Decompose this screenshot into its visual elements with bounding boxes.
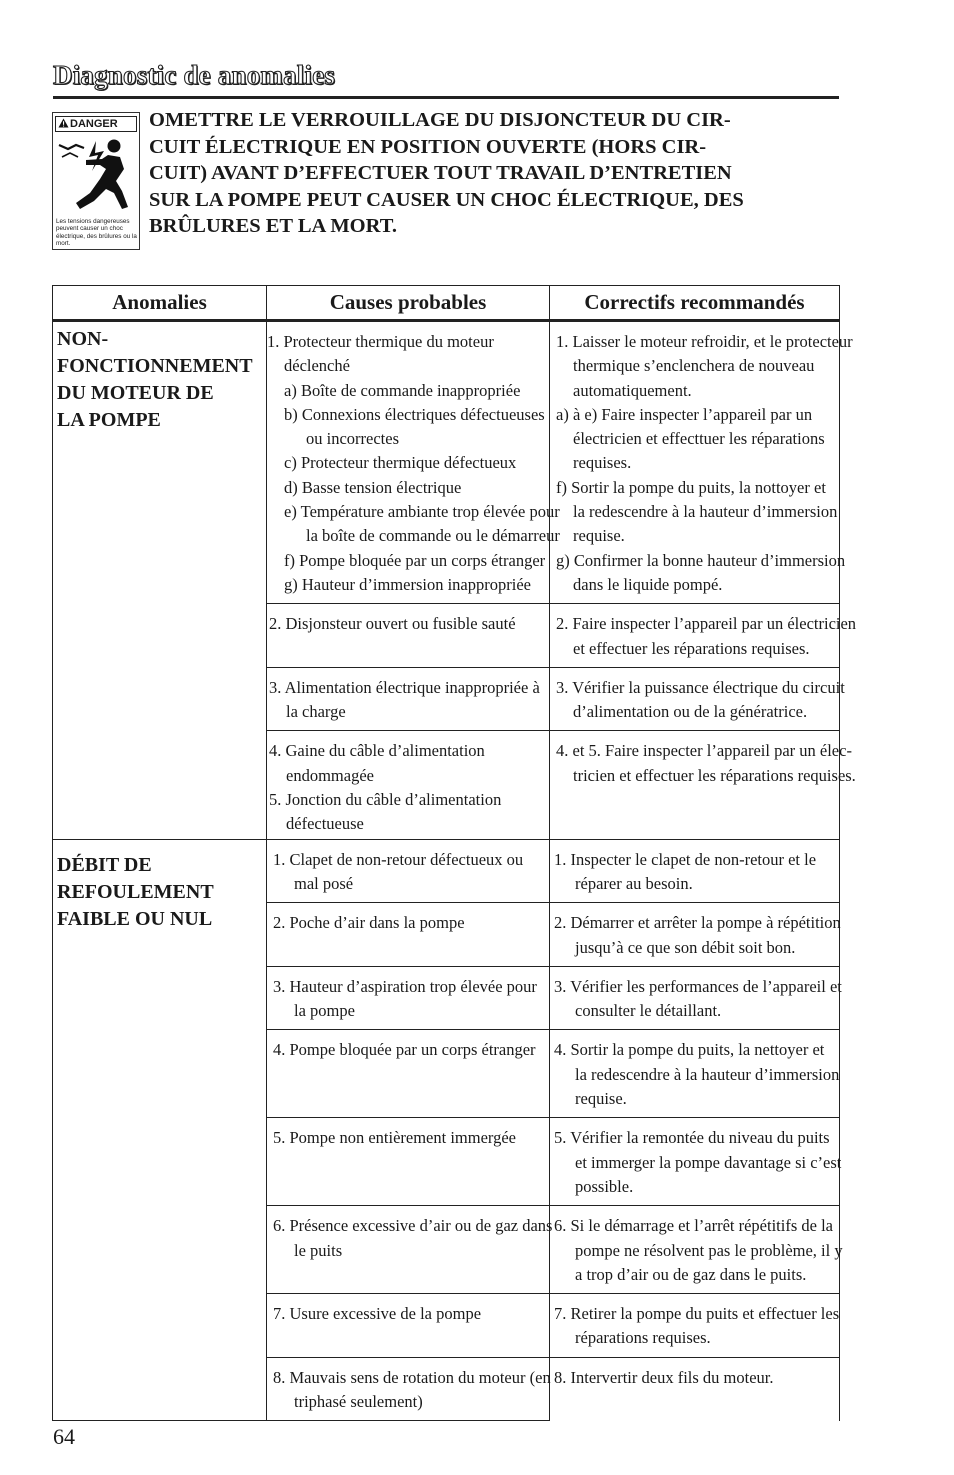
fix-line: dans le liquide pompé. xyxy=(573,574,723,594)
warning-line: BRÛLURES ET LA MORT. xyxy=(149,215,397,237)
fix-line: g) Confirmer la bonne hauteur d’immersion xyxy=(556,550,846,570)
anomaly-cell xyxy=(53,321,267,840)
cause-line: g) Hauteur d’immersion inappropriée xyxy=(284,574,531,594)
fix-line: 6. Si le démarrage et l’arrêt répétitifs de la xyxy=(554,1216,833,1236)
cause-line: 3. Alimentation électrique inappropriée à xyxy=(269,677,540,697)
cause-line: la pompe xyxy=(294,1001,355,1021)
cause-line: 2. Disjonsteur ouvert ou fusible sauté xyxy=(269,614,516,634)
fix-cell xyxy=(550,966,840,1030)
fix-cell xyxy=(550,1357,840,1421)
fix-line: d’alimentation ou de la génératrice. xyxy=(573,702,808,722)
fix-line: 2. Démarrer et arrêter la pompe à répétition xyxy=(554,913,841,933)
troubleshooting-table xyxy=(52,285,857,1421)
cause-line: 6. Présence excessive d’air ou de gaz dans xyxy=(273,1216,553,1236)
cause-line: b) Connexions électriques défectueuses xyxy=(284,404,545,424)
warning-line: CUIT) AVANT D’EFFECTUER TOUT TRAVAIL D’ENTRETIEN xyxy=(149,162,732,184)
cause-line: 3. Hauteur d’aspiration trop élevée pour xyxy=(273,976,537,996)
cause-cell xyxy=(267,321,560,604)
anomaly-line: DU MOTEUR DE xyxy=(57,382,214,404)
cause-line: défectueuse xyxy=(286,814,364,834)
fix-line: 4. et 5. Faire inspecter l’appareil par un élec- xyxy=(556,741,852,761)
cause-line: la charge xyxy=(286,702,346,722)
fix-cell xyxy=(550,1206,843,1294)
cause-line: 5. Pompe non entièrement immergée xyxy=(273,1128,517,1148)
danger-warning-text xyxy=(149,107,839,240)
fix-cell xyxy=(550,1118,840,1206)
fix-line: 2. Faire inspecter l’appareil par un électricien xyxy=(556,614,857,634)
cause-line: e) Température ambiante trop élevée pour xyxy=(284,502,560,522)
cause-line: endommagée xyxy=(286,765,374,785)
fix-line: pompe ne résolvent pas le problème, il y xyxy=(575,1240,843,1260)
fix-line: 3. Vérifier la puissance électrique du circuit xyxy=(556,677,845,697)
anomaly-line: REFOULEMENT xyxy=(57,880,214,903)
title-rule xyxy=(53,96,839,99)
cause-cell xyxy=(267,1118,550,1206)
anomaly-line: LA POMPE xyxy=(57,409,161,431)
cause-line: d) Basse tension électrique xyxy=(284,477,462,497)
fix-line: requise. xyxy=(575,1089,627,1109)
fix-cell xyxy=(550,604,857,668)
danger-label xyxy=(52,112,140,250)
cause-cell xyxy=(267,1294,550,1358)
cause-line: f) Pompe bloquée par un corps étranger xyxy=(284,550,546,570)
warning-line: CUIT ÉLECTRIQUE EN POSITION OUVERTE (HORS CIR- xyxy=(149,135,707,158)
cause-line: ou incorrectes xyxy=(306,429,399,449)
fix-line: 8. Intervertir deux fils du moteur. xyxy=(554,1367,774,1387)
fix-line: la redescendre à la hauteur d’immersion xyxy=(575,1064,840,1084)
cause-line: 5. Jonction du câble d’alimentation xyxy=(269,790,502,810)
fix-line: requise. xyxy=(573,526,625,546)
fix-line: 5. Vérifier la remontée du niveau du puits xyxy=(554,1128,830,1148)
header-anomalies: Anomalies xyxy=(53,286,267,321)
cause-line: 4. Gaine du câble d’alimentation xyxy=(269,741,485,761)
fix-line: 1. Inspecter le clapet de non-retour et le xyxy=(554,849,817,869)
electric-shock-icon xyxy=(56,135,136,225)
warning-triangle-icon xyxy=(56,118,70,131)
fix-line: a trop d’air ou de gaz dans le puits. xyxy=(575,1264,807,1284)
fix-line: requises. xyxy=(573,453,632,473)
header-causes: Causes probables xyxy=(267,286,550,321)
fix-cell xyxy=(550,731,856,839)
cause-cell xyxy=(267,604,550,668)
danger-label-text: DANGER xyxy=(70,118,118,130)
cause-cell xyxy=(267,1357,550,1421)
cause-line: mal posé xyxy=(294,873,354,893)
cause-cell xyxy=(267,1030,550,1118)
page-number: 64 xyxy=(53,1424,75,1449)
fix-cell xyxy=(550,667,845,731)
fix-line: réparer au besoin. xyxy=(575,873,693,893)
fix-line: et effectuer les réparations requises. xyxy=(573,638,810,658)
anomaly-line: DÉBIT DE xyxy=(57,853,152,876)
anomaly-line: FAIBLE OU NUL xyxy=(57,907,213,930)
fix-line: jusqu’à ce que son débit soit bon. xyxy=(575,937,796,957)
cause-line: 7. Usure excessive de la pompe xyxy=(273,1304,482,1324)
cause-line: a) Boîte de commande inappropriée xyxy=(284,380,521,400)
cause-line: triphasé seulement) xyxy=(294,1391,423,1411)
fix-line: tricien et effectuer les réparations requises. xyxy=(573,765,856,785)
fix-cell xyxy=(550,903,840,967)
fix-cell xyxy=(550,839,840,903)
fix-line: f) Sortir la pompe du puits, la nottoyer et xyxy=(556,477,826,497)
cause-line: 4. Pompe bloquée par un corps étranger xyxy=(273,1040,536,1060)
fix-line: 4. Sortir la pompe du puits, la nettoyer et xyxy=(554,1040,825,1060)
cause-cell xyxy=(267,667,550,731)
cause-line: 1. Protecteur thermique du moteur xyxy=(267,332,494,351)
cause-cell xyxy=(267,731,550,839)
cause-line: 2. Poche d’air dans la pompe xyxy=(273,913,465,933)
fix-line: et immerger la pompe davantage si c’est xyxy=(575,1152,842,1172)
fix-cell xyxy=(550,321,853,604)
page-title: Diagnostic de anomalies xyxy=(53,60,336,90)
fix-line: a) à e) Faire inspecter l’appareil par un xyxy=(556,404,813,424)
fix-line: thermique s’enclenchera de nouveau xyxy=(573,356,815,376)
fix-line: la redescendre à la hauteur d’immersion xyxy=(573,502,838,522)
cause-cell xyxy=(267,903,550,967)
fix-line: consulter le détaillant. xyxy=(575,1001,722,1021)
cause-cell xyxy=(267,839,550,903)
cause-line: la boîte de commande ou le démarreur xyxy=(306,526,560,546)
fix-line: 1. Laisser le moteur refroidir, et le protecteur xyxy=(556,332,853,351)
cause-line: 1. Clapet de non-retour défectueux ou xyxy=(273,849,524,869)
fix-line: électricien et effecttuer les réparations xyxy=(573,429,825,449)
fix-line: réparations requises. xyxy=(575,1328,711,1348)
danger-small-text: Les tensions dangereuses peuvent causer un choc électrique, des brûlures ou la mort. xyxy=(56,218,137,248)
warning-line: OMETTRE LE VERROUILLAGE DU DISJONCTEUR DU CIR- xyxy=(149,109,731,131)
cause-cell xyxy=(267,966,550,1030)
fix-cell xyxy=(550,1294,840,1358)
anomaly-cell xyxy=(53,839,267,1421)
fix-line: 7. Retirer la pompe du puits et effectuer les xyxy=(554,1304,840,1324)
cause-line: c) Protecteur thermique défectueux xyxy=(284,453,517,473)
cause-cell xyxy=(267,1206,553,1294)
cause-line: 8. Mauvais sens de rotation du moteur (en xyxy=(273,1367,551,1387)
fix-cell xyxy=(550,1030,840,1118)
anomaly-line: FONCTIONNEMENT xyxy=(57,355,253,377)
danger-header xyxy=(55,116,137,132)
table-row xyxy=(53,321,840,604)
fix-line: possible. xyxy=(575,1176,634,1196)
table-header-row xyxy=(53,286,840,321)
fix-line: 3. Vérifier les performances de l’appareil et xyxy=(554,976,842,996)
table-row xyxy=(53,839,840,903)
warning-line: SUR LA POMPE PEUT CAUSER UN CHOC ÉLECTRIQUE, DES xyxy=(149,188,744,211)
fix-line: automatiquement. xyxy=(573,380,692,400)
header-fixes: Correctifs recommandés xyxy=(550,286,840,321)
cause-line: le puits xyxy=(294,1240,343,1260)
anomaly-line: NON- xyxy=(57,328,109,350)
cause-line: déclenché xyxy=(284,356,350,376)
